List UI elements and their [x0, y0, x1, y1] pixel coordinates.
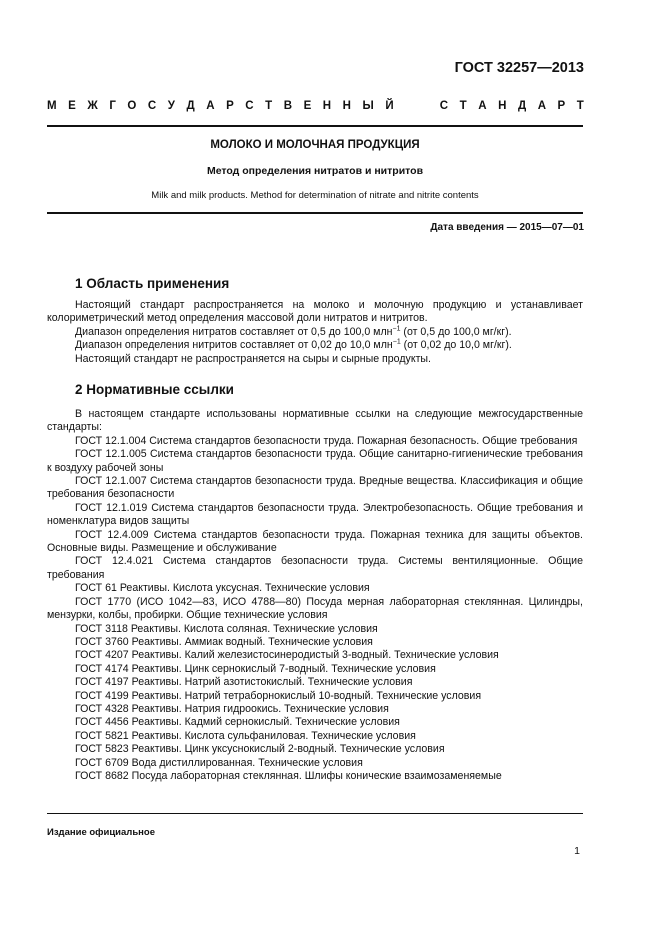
text: Диапазон определения нитритов составляет от 0,02 до 10,0 млн	[75, 339, 393, 352]
reference-list	[47, 435, 583, 784]
reference-item: ГОСТ 12.1.007 Система стандартов безопасности труда. Вредные вещества. Классификация и общие требования безопасности	[47, 475, 583, 501]
document-title-english: Milk and milk products. Method for determination of nitrate and nitrite contents	[151, 190, 479, 201]
banner-letter: У	[167, 100, 175, 112]
banner-letter: Т	[265, 100, 273, 112]
reference-item: ГОСТ 12.4.021 Система стандартов безопасности труда. Системы вентиляционные. Общие требования	[47, 555, 583, 581]
text: (от 0,02 до 10,0 мг/кг).	[400, 339, 512, 352]
document-number: ГОСТ 32257—2013	[454, 60, 584, 76]
reference-item: ГОСТ 3118 Реактивы. Кислота соляная. Технические условия	[75, 622, 378, 635]
banner-letter: Е	[68, 100, 76, 112]
banner-letter: М	[47, 100, 57, 112]
banner-letter: О	[127, 100, 137, 112]
superscript: −1	[392, 325, 401, 333]
reference-item: ГОСТ 6709 Вода дистиллированная. Технические условия	[75, 756, 363, 769]
text: Диапазон определения нитратов составляет от 0,5 до 100,0 млн	[75, 325, 393, 338]
banner-letter: Т	[576, 100, 584, 112]
reference-item: ГОСТ 12.1.019 Система стандартов безопасности труда. Электробезопасность. Общие требования и номенклатура видов защиты	[47, 501, 583, 528]
paragraph: Настоящий стандарт не распространяется на сыры и сырные продукты.	[75, 352, 431, 365]
page-number: 1	[574, 845, 580, 857]
reference-item: ГОСТ 8682 Посуда лабораторная стеклянная. Шлифы конические взаимозаменяемые	[75, 769, 502, 782]
banner-letter: Д	[517, 100, 527, 112]
reference-item: ГОСТ 4328 Реактивы. Натрия гидроокись. Технические условия	[75, 702, 389, 715]
banner-letter: Г	[109, 100, 116, 112]
reference-item: ГОСТ 12.4.009 Система стандартов безопасности труда. Пожарная техника для защиты объектов. Основные виды. Размещение и обслуживание	[47, 528, 583, 555]
reference-item: ГОСТ 1770 (ИСО 1042—83, ИСО 4788—80) Посуда мерная лабораторная стеклянная. Цилиндры, мензурки, колбы, пробирки. Общие технические условия	[47, 595, 583, 622]
reference-item: ГОСТ 4199 Реактивы. Натрий тетраборнокислый 10-водный. Технические условия	[75, 689, 482, 702]
introduction-date: Дата введения — 2015—07—01	[430, 222, 584, 233]
banner-letter: Й	[385, 100, 394, 112]
banner-letter: С	[245, 100, 254, 112]
reference-item: ГОСТ 61 Реактивы. Кислота уксусная. Технические условия	[75, 582, 370, 595]
banner-letter: Е	[303, 100, 312, 112]
banner-letter: А	[206, 100, 215, 112]
banner-letter: Т	[459, 100, 467, 112]
banner-letter: Н	[322, 100, 332, 112]
reference-item: ГОСТ 4207 Реактивы. Калий железистосинеродистый 3-водный. Технические условия	[75, 649, 499, 662]
banner-letter: С	[439, 100, 449, 112]
banner-letter: В	[283, 100, 293, 112]
reference-item: ГОСТ 12.1.005 Система стандартов безопасности труда. Общие санитарно-гигиенические требования к воздуху рабочей зоны	[47, 448, 583, 474]
official-edition-label: Издание официальное	[47, 827, 155, 838]
standard-type-banner	[47, 100, 584, 112]
banner-letter: Ы	[362, 100, 374, 112]
reference-item: ГОСТ 5821 Реактивы. Кислота сульфаниловая. Технические условия	[75, 729, 416, 742]
reference-item: ГОСТ 5823 Реактивы. Цинк уксуснокислый 2-водный. Технические условия	[75, 743, 445, 756]
title-rule	[47, 212, 583, 214]
header-rule	[47, 125, 583, 127]
reference-item: ГОСТ 3760 Реактивы. Аммиак водный. Технические условия	[75, 635, 373, 648]
reference-item: ГОСТ 12.1.004 Система стандартов безопасности труда. Пожарная безопасность. Общие требования	[75, 434, 578, 447]
banner-letter: Д	[186, 100, 195, 112]
section-references-body	[47, 408, 583, 783]
section-heading-scope: 1 Область применения	[75, 276, 230, 291]
banner-letter: Н	[342, 100, 351, 112]
section-scope-body	[47, 299, 583, 366]
banner-letter: Н	[498, 100, 507, 112]
paragraph: В настоящем стандарте использованы нормативные ссылки на следующие межгосударственные стандарты:	[47, 408, 583, 434]
banner-letter: Р	[557, 100, 566, 112]
banner-letter: С	[147, 100, 157, 112]
reference-item: ГОСТ 4174 Реактивы. Цинк сернокислый 7-водный. Технические условия	[75, 662, 436, 675]
paragraph	[47, 339, 583, 352]
paragraph	[47, 326, 583, 339]
footer-rule	[47, 813, 583, 814]
reference-item: ГОСТ 4197 Реактивы. Натрий азотистокислый. Технические условия	[75, 676, 413, 689]
banner-letter: А	[537, 100, 546, 112]
paragraph: Настоящий стандарт распространяется на молоко и молочную продукцию и устанавливает колориметрический метод определения массовой доли нитратов и нитритов.	[47, 299, 583, 325]
text: (от 0,5 до 100,0 мг/кг).	[400, 325, 512, 338]
banner-letter: Ж	[87, 100, 98, 112]
document-subtitle: Метод определения нитратов и нитритов	[206, 165, 424, 177]
superscript: −1	[392, 338, 401, 346]
banner-letter: Р	[226, 100, 234, 112]
section-heading-references: 2 Нормативные ссылки	[75, 382, 234, 397]
document-title: МОЛОКО И МОЛОЧНАЯ ПРОДУКЦИЯ	[210, 139, 420, 151]
banner-letter: А	[478, 100, 487, 112]
reference-item: ГОСТ 4456 Реактивы. Кадмий сернокислый. Технические условия	[75, 716, 400, 729]
